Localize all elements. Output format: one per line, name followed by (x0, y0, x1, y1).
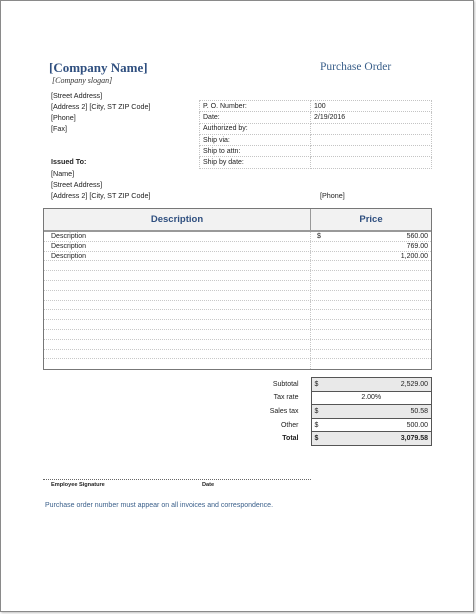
info-value[interactable] (311, 134, 432, 145)
line-item-description[interactable] (44, 320, 311, 329)
totals-currency: $ (314, 407, 319, 415)
info-value[interactable] (311, 123, 432, 134)
line-item-row[interactable] (44, 261, 431, 271)
totals-value-cell[interactable] (311, 432, 432, 446)
info-row (200, 157, 432, 168)
line-item-price-cell[interactable] (311, 232, 431, 241)
info-row (200, 101, 432, 112)
line-item-description[interactable] (44, 350, 311, 359)
line-item-row[interactable] (44, 330, 431, 340)
totals-table (241, 377, 432, 446)
line-item-description[interactable]: Description (44, 252, 311, 261)
line-item-price-cell[interactable] (311, 281, 431, 290)
totals-value: 50.58 (410, 407, 428, 415)
line-item-description[interactable] (44, 359, 311, 369)
totals-label: Subtotal (272, 380, 299, 388)
totals-currency: $ (314, 380, 319, 388)
info-label: Authorized by: (200, 123, 311, 134)
line-item-price-cell[interactable] (311, 310, 431, 319)
totals-row (241, 378, 432, 392)
info-row (200, 112, 432, 123)
info-label: P. O. Number: (200, 101, 311, 112)
info-label: Ship via: (200, 134, 311, 145)
totals-value-cell[interactable] (311, 405, 432, 419)
line-item-description[interactable]: Description (44, 242, 311, 251)
line-item-row[interactable] (44, 320, 431, 330)
totals-value: 2,529.00 (400, 380, 428, 388)
issued-to-name: [Name] (51, 169, 75, 178)
description-column-header: Description (44, 209, 311, 230)
company-street: [Street Address] (51, 91, 103, 100)
line-item-description[interactable] (44, 291, 311, 300)
info-value[interactable] (311, 157, 432, 168)
totals-label: Other (280, 421, 299, 429)
totals-row (241, 405, 432, 419)
info-label: Ship by date: (200, 157, 311, 168)
line-item-price-cell[interactable] (311, 340, 431, 349)
line-item-row[interactable] (44, 281, 431, 291)
document-title: Purchase Order (320, 61, 392, 73)
line-item-row[interactable] (44, 301, 431, 311)
line-item-price-cell[interactable] (311, 242, 431, 251)
line-item-description[interactable]: Description (44, 232, 311, 241)
company-phone: [Phone] (51, 113, 76, 122)
totals-label: Sales tax (269, 407, 299, 415)
line-item-price-cell[interactable] (311, 350, 431, 359)
info-label: Ship to attn: (200, 146, 311, 157)
line-item-price: 560.00 (406, 233, 428, 240)
issued-to-address2: [Address 2] [City, ST ZIP Code] (51, 191, 151, 200)
totals-currency: $ (314, 435, 319, 443)
line-item-row[interactable] (44, 350, 431, 360)
line-item-row[interactable] (44, 291, 431, 301)
totals-value: 500.00 (406, 421, 428, 429)
line-items-header (44, 209, 431, 232)
totals-value-cell[interactable] (311, 418, 432, 432)
signature-line (43, 479, 311, 480)
line-item-price-cell[interactable] (311, 291, 431, 300)
line-item-price-cell[interactable] (311, 301, 431, 310)
price-column-header: Price (359, 213, 383, 225)
info-value[interactable]: 100 (311, 101, 432, 112)
totals-value: 3,079.58 (400, 435, 428, 443)
info-label: Date: (200, 112, 311, 123)
footer-note: Purchase order number must appear on all invoices and correspondence. (45, 502, 274, 509)
totals-currency: $ (314, 421, 319, 429)
employee-signature-label: Employee Signature (51, 482, 105, 488)
line-item-price: 1,200.00 (400, 252, 428, 260)
totals-value-cell[interactable] (311, 378, 432, 392)
totals-value: 2.00% (361, 394, 382, 402)
line-item-row[interactable] (44, 310, 431, 320)
issued-to-street: [Street Address] (51, 180, 103, 189)
line-item-price-cell[interactable] (311, 359, 431, 369)
line-item-price: 769.00 (406, 242, 428, 250)
company-address2: [Address 2] [City, ST ZIP Code] (51, 102, 151, 111)
company-name: [Company Name] (49, 60, 148, 75)
info-value[interactable]: 2/19/2016 (311, 112, 432, 123)
line-item-price-cell[interactable] (311, 252, 431, 261)
totals-label: Tax rate (273, 394, 299, 402)
line-items-body (44, 232, 431, 369)
info-row (200, 134, 432, 145)
line-item-row[interactable] (44, 359, 431, 369)
line-item-description[interactable] (44, 310, 311, 319)
line-item-description[interactable] (44, 281, 311, 290)
info-value[interactable] (311, 146, 432, 157)
totals-row (241, 432, 432, 446)
info-row (200, 146, 432, 157)
line-item-price-cell[interactable] (311, 271, 431, 280)
line-item-price-cell[interactable] (311, 330, 431, 339)
line-item-row[interactable] (44, 271, 431, 281)
issued-to-heading: Issued To: (51, 157, 87, 166)
line-item-description[interactable] (44, 330, 311, 339)
line-item-description[interactable] (44, 271, 311, 280)
totals-value-cell[interactable] (311, 391, 432, 405)
issued-to-phone: [Phone] (320, 191, 345, 200)
line-item-price-cell[interactable] (311, 320, 431, 329)
totals-label: Total (282, 435, 299, 443)
info-row (200, 123, 432, 134)
line-item-description[interactable] (44, 340, 311, 349)
line-item-description[interactable] (44, 301, 311, 310)
totals-row (241, 391, 432, 405)
line-item-row[interactable] (44, 340, 431, 350)
line-item-row[interactable] (44, 242, 431, 252)
line-item-row[interactable] (44, 252, 431, 262)
company-fax: [Fax] (51, 124, 67, 133)
line-item-currency: $ (317, 233, 321, 240)
signature-date-label: Date (202, 482, 215, 488)
line-item-row[interactable] (44, 232, 431, 242)
line-item-description[interactable] (44, 261, 311, 270)
po-info-table (199, 100, 432, 169)
line-items-table (43, 208, 432, 370)
totals-row (241, 418, 432, 432)
company-slogan: [Company slogan] (52, 76, 113, 85)
line-item-price-cell[interactable] (311, 261, 431, 270)
